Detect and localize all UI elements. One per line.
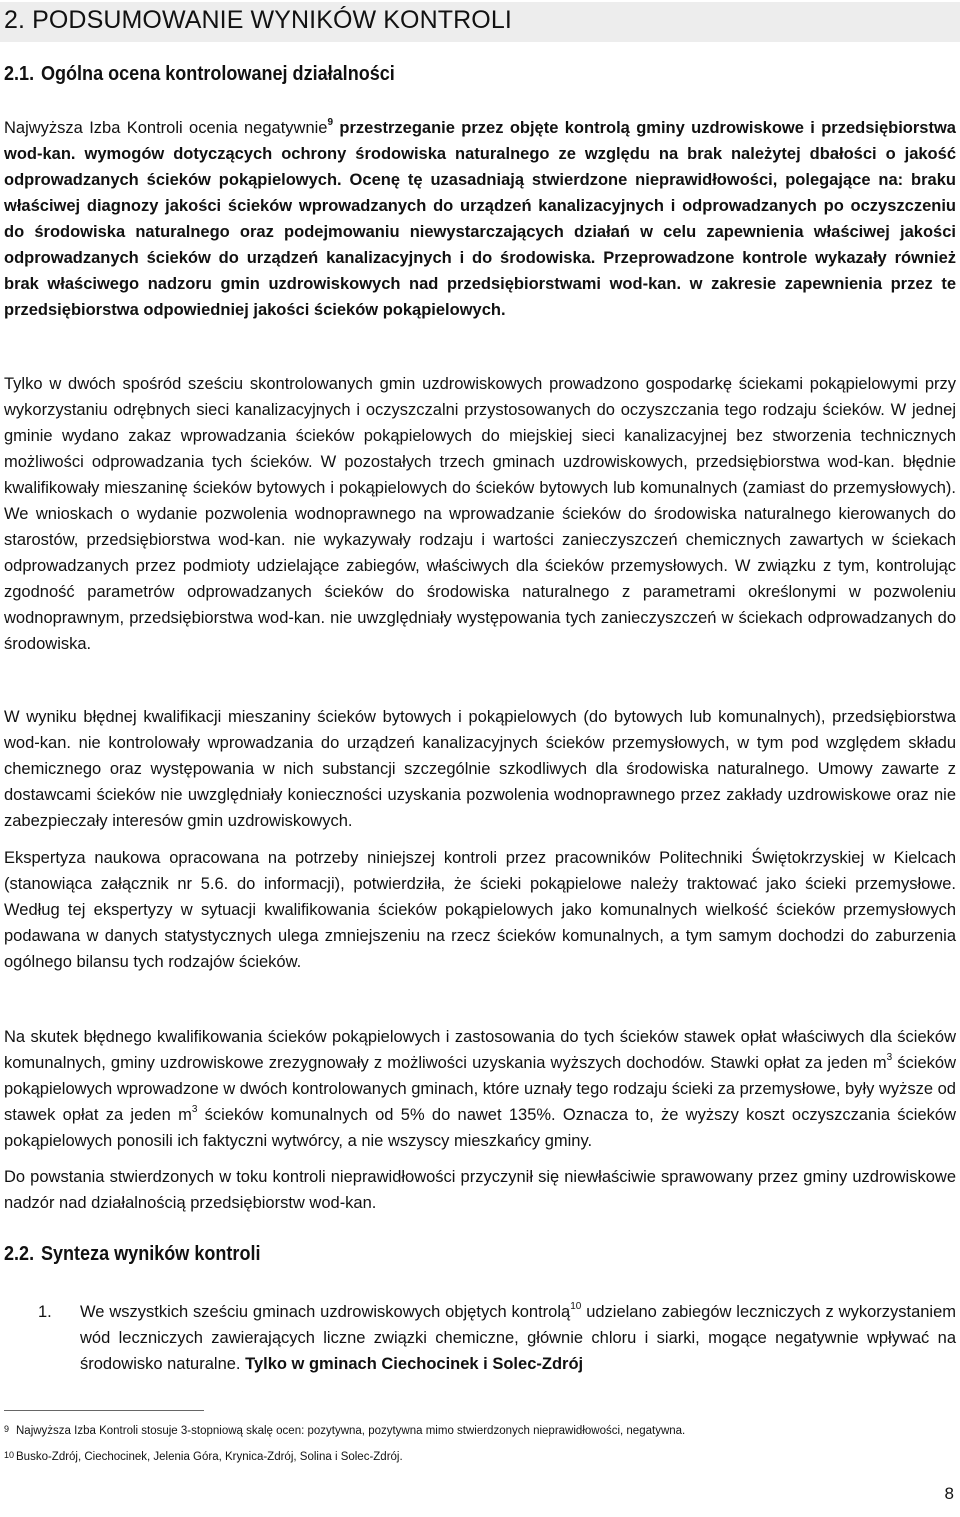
page-header-title: 2. PODSUMOWANIE WYNIKÓW KONTROLI bbox=[4, 6, 512, 34]
list-item-text: We wszystkich sześciu gminach uzdrowiskowych objętych kontrolą bbox=[80, 1303, 571, 1321]
section-title: Synteza wyników kontroli bbox=[40, 1242, 261, 1265]
paragraph-text: przestrzeganie przez objęte kontrolą gminy uzdrowiskowe i przedsiębiorstwa wod-kan. wymogów dotyczących ochrony środowiska naturalnego ze względu na brak należytej dbałości o jakość odprowadzanych ścieków pokąpielowych. Ocenę tę uzasadniają stwierdzone nieprawidłowości, polegające na: braku właściwej diagnozy jakości ścieków wprowadzanych do urządzeń kanalizacyjnych i odprowadzanych po oczyszczeniu do środowiska naturalnego oraz podejmowaniu niewystarczających działań w celu zapewnienia właściwej jakości odprowadzanych ścieków do urządzeń kanalizacyjnych i do środowiska. Przeprowadzone kontrole wykazały również brak właściwego nadzoru gmin uzdrowiskowych nad przedsiębiorstwami wod-kan. w zakresie zapewnienia przez te przedsiębiorstwa odpowiedniej jakości ścieków pokąpielowych. bbox=[4, 119, 956, 319]
section-number: 2.1. bbox=[4, 62, 35, 85]
page-header bbox=[0, 2, 960, 42]
paragraph-text: Na skutek błędnego kwalifikowania ścieków pokąpielowych i zastosowania do tych ścieków stawek opłat właściwych dla ścieków komunalnych, gminy uzdrowiskowe zrezygnowały z możliwości uzyskania wyższych dochodów. Stawki opłat za jeden m bbox=[4, 1028, 956, 1072]
summary-paragraph bbox=[4, 115, 956, 323]
section-title: Ogólna ocena kontrolowanej działalności bbox=[40, 62, 395, 85]
page-number: 8 bbox=[944, 1484, 954, 1503]
footnote bbox=[4, 1450, 403, 1463]
footnote bbox=[4, 1424, 685, 1437]
list-item-text: udzielano zabiegów leczniczych z wykorzystaniem wód leczniczych zawierających liczne związki chemiczne, głównie chloru i siarki, mogące negatywnie wpływać na środowisko naturalne. bbox=[80, 1303, 957, 1373]
body-paragraph: Do powstania stwierdzonych w toku kontroli nieprawidłowości przyczynił się niewłaściwie sprawowany przez gminy uzdrowiskowe nadzór nad działalnością przedsiębiorstw wod-kan. bbox=[4, 1168, 956, 1212]
section-heading bbox=[4, 1242, 260, 1266]
footnote-text: Busko-Zdrój, Ciechocinek, Jelenia Góra, Krynica-Zdrój, Solina i Solec-Zdrój. bbox=[16, 1451, 403, 1463]
footnote-divider bbox=[4, 1410, 204, 1411]
footnote-text: Najwyższa Izba Kontroli stosuje 3-stopniową skalę ocen: pozytywna, pozytywna mimo stwierdzonych nieprawidłowości, negatywna. bbox=[16, 1425, 686, 1437]
body-paragraph: Tylko w dwóch spośród sześciu skontrolowanych gmin uzdrowiskowych prowadzono gospodarkę ściekami pokąpielowymi przy wykorzystaniu odrębnych sieci kanalizacyjnych i oczyszczalni przystosowanych do oczyszczania tego rodzaju ścieków. W jednej gminie wydano zakaz wprowadzania ścieków pokąpielowych do miejskiej sieci kanalizacyjnej bez stworzenia technicznych możliwości odprowadzania tych ścieków. W pozostałych trzech gminach uzdrowiskowych, przedsiębiorstwa wod-kan. błędnie kwalifikowały mieszaninę ścieków bytowych i pokąpielowych do ścieków bytowych lub komunalnych (zamiast do przemysłowych). We wnioskach o wydanie pozwolenia wodnoprawnego na wprowadzanie ścieków do środowiska naturalnego kierowanych do starostów, przedsiębiorstwa wod-kan. nie wykazywały rodzaju i wartości zanieczyszczeń chemicznych zawartych w ściekach odprowadzanych przez podmioty udzielające zabiegów, właściwych dla ścieków przemysłowych. W związku z tym, kontrolując zgodność parametrów odprowadzanych ścieków do środowiska naturalnego z parametrami określonymi w pozwoleniu wodnoprawnym, przedsiębiorstwa wod-kan. nie uwzględniały występowania tych zanieczyszczeń w ściekach odprowadzanych do środowiska. bbox=[4, 375, 956, 653]
section-number: 2.2. bbox=[4, 1242, 35, 1265]
footnote-ref[interactable]: 10 bbox=[570, 1301, 582, 1312]
superscript: 3 bbox=[886, 1052, 893, 1063]
section-heading bbox=[4, 62, 395, 86]
body-paragraph: Ekspertyza naukowa opracowana na potrzeby niniejszej kontroli przez pracowników Politechniki Świętokrzyskiej w Kielcach (stanowiąca załącznik nr 5.6. do informacji), potwierdziła, że ścieki pokąpielowe należy traktować jako ścieki przemysłowe. Według tej ekspertyzy w sytuacji kwalifikowania ścieków pokąpielowych jako komunalnych wielkość ścieków przemysłowych podawana w danych statystycznych ulega zmniejszeniu na rzecz ścieków komunalnych, a tym samym dochodzi do zaburzenia ogólnego bilansu tych rodzajów ścieków. bbox=[4, 849, 956, 971]
footnote-ref[interactable]: 9 bbox=[327, 117, 334, 128]
footnote-mark: 9 bbox=[4, 1424, 10, 1434]
list-item bbox=[80, 1299, 956, 1377]
superscript: 3 bbox=[191, 1104, 198, 1115]
paragraph-text: Najwyższa Izba Kontroli ocenia negatywnie bbox=[4, 119, 328, 137]
paragraph-text: ścieków komunalnych od 5% do nawet 135%. Oznacza to, że wyższy koszt oczyszczania ścieków pokąpielowych ponosili ich faktyczni wytwórcy, a nie wszyscy mieszkańcy gminy. bbox=[4, 1106, 956, 1150]
list-item-number: 1. bbox=[38, 1303, 52, 1321]
body-paragraph: W wyniku błędnej kwalifikacji mieszaniny ścieków bytowych i pokąpielowych (do bytowych lub komunalnych), przedsiębiorstwa wod-kan. nie kontrolowały wprowadzania do urządzeń kanalizacyjnych ścieków przemysłowych, w tym pod względem składu chemicznego oraz występowania w nich substancji szczególnie szkodliwych dla środowiska naturalnego. Umowy zawarte z dostawcami ścieków nie uwzględniały konieczności uzyskania pozwolenia wodnoprawnego przez zakłady uzdrowiskowe oraz nie zabezpieczały interesów gmin uzdrowiskowych. bbox=[4, 708, 956, 830]
footnote-mark: 10 bbox=[4, 1450, 15, 1460]
paragraph-text: ścieków pokąpielowych wprowadzone w dwóch kontrolowanych gminach, które uznały tego rodzaju ścieki za przemysłowe, były wyższe od stawek opłat za jeden m bbox=[4, 1054, 956, 1124]
list-item-text-bold: Tylko w gminach Ciechocinek i Solec-Zdrój bbox=[245, 1355, 584, 1373]
body-paragraph bbox=[4, 1024, 956, 1154]
